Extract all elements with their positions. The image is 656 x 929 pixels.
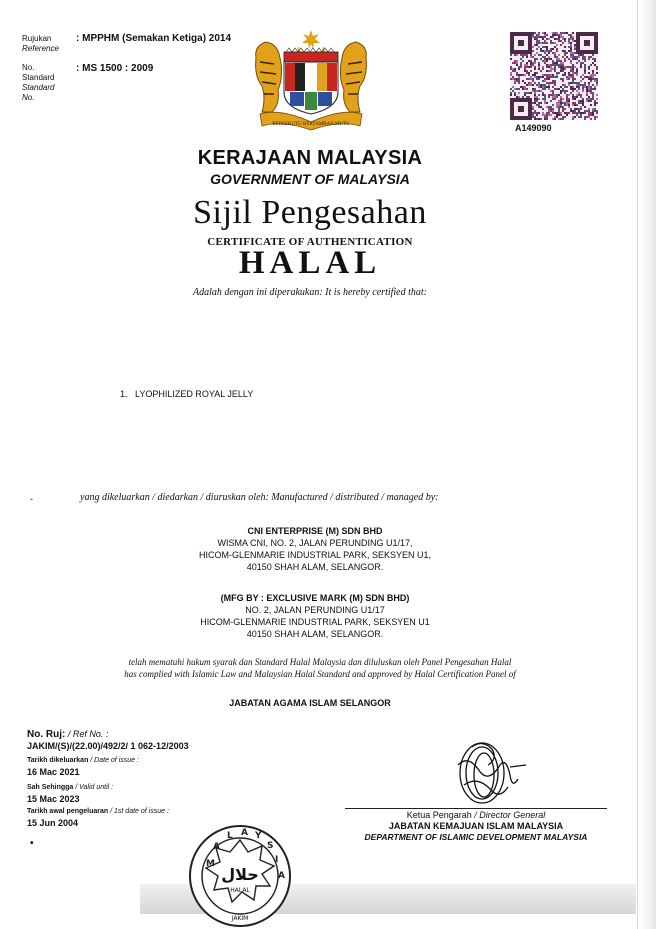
gov-title-en: GOVERNMENT OF MALAYSIA [210, 171, 410, 187]
director-signature [448, 735, 528, 807]
manufacturer-address-line-3: 40150 SHAH ALAM, SELANGOR. [246, 629, 384, 639]
manufacturer-address-line-1: NO. 2, JALAN PERUNDING U1/17 [245, 605, 385, 615]
valid-until-label: Sah Sehingga [27, 784, 74, 791]
qr-code [510, 32, 598, 120]
halal-logo-arabic: حلال [221, 865, 259, 884]
std-label-en: Standard [22, 83, 55, 92]
valid-until-value: 15 Mac 2023 [27, 794, 80, 804]
manufacturer-address-line-2: HICOM-GLENMARIE INDUSTRIAL PARK, SEKSYEN U1 [200, 617, 430, 627]
std-label-block [22, 63, 54, 103]
halal-logo-bottom: JAKIM [231, 915, 249, 922]
gov-title-ms: KERAJAAN MALAYSIA [197, 147, 423, 169]
halal-logo-ring-M: M [206, 859, 215, 869]
halal-logo-ring-A3: A [278, 871, 285, 881]
first-issue-value: 15 Jun 2004 [27, 818, 79, 828]
ref-value: : MPPHM (Semakan Ketiga) 2014 [76, 33, 232, 44]
page-edge-line [637, 0, 638, 929]
signatory-dept-ms: JABATAN KEMAJUAN ISLAM MALAYSIA [388, 821, 564, 831]
signature-line [345, 808, 607, 809]
serial-number: A149090 [515, 123, 552, 133]
company-address-line-3: 40150 SHAH ALAM, SELANGOR. [246, 562, 384, 572]
first-issue-label: Tarikh awal pengeluaran [27, 808, 109, 815]
halal-logo-ring-L: L [227, 831, 233, 841]
issue-date-label: Tarikh dikeluarkan [27, 757, 89, 764]
coat-of-arms-emblem [250, 28, 372, 132]
cert-title-en: CERTIFICATE OF AUTHENTICATION [207, 236, 413, 248]
complied-statement [0, 656, 640, 680]
halal-logo-ring-A2: A [241, 828, 248, 838]
manufacturer-name: (MFG BY : EXCLUSIVE MARK (M) SDN BHD) [220, 593, 410, 603]
halal-logo-ring-Y: Y [255, 831, 262, 841]
halal-title: HALAL [238, 245, 382, 281]
ref-label-block [22, 34, 59, 54]
first-issue-label-en: / 1st date of issue : [108, 808, 169, 815]
halal-logo-ring-S: S [267, 841, 274, 851]
std-value: : MS 1500 : 2009 [76, 63, 154, 74]
issue-date-label-en: / Date of issue : [88, 757, 139, 764]
ref-no-value: JAKIM/(S)/(22.00)/492/2/ 1 062-12/2003 [27, 741, 189, 751]
bullet-dot: • [30, 838, 34, 849]
halal-logo-ring-A1: A [213, 842, 220, 852]
dash-mark: - [30, 494, 33, 504]
signatory-title-ms: Ketua Pengarah [406, 810, 472, 820]
std-label-en-2: No. [22, 93, 35, 102]
std-label-2: Standard [22, 73, 55, 82]
ref-label-en: Reference [22, 44, 59, 53]
certified-line: Adalah dengan ini diperakukan: It is hereby certified that: [192, 287, 428, 298]
ref-label: Rujukan [22, 34, 52, 43]
company-address-line-2: HICOM-GLENMARIE INDUSTRIAL PARK, SEKSYEN U1, [198, 550, 432, 560]
product-item: 1. LYOPHILIZED ROYAL JELLY [120, 389, 254, 399]
complied-statement-en: has complied with Islamic Law and Malaysian Halal Standard and approved by Halal Certification Panel of [124, 669, 516, 679]
company-block [170, 525, 460, 573]
company-address-line-1: WISMA CNI, NO. 2, JALAN PERUNDING U1/17, [217, 538, 413, 548]
halal-logo [186, 822, 294, 928]
issue-date-value: 16 Mac 2021 [27, 767, 80, 777]
company-name: CNI ENTERPRISE (M) SDN BHD [247, 526, 383, 536]
valid-until-label-en: / Valid until : [73, 784, 114, 791]
signatory-title [345, 810, 607, 820]
sijil-title: Sijil Pengesahan [193, 194, 427, 231]
signatory-dept-en: DEPARTMENT OF ISLAMIC DEVELOPMENT MALAYSIA [364, 832, 588, 842]
halal-logo-sub: HALAL [230, 887, 250, 894]
svg-text:BERSEKUTU BERTAMBAH MUTU: BERSEKUTU BERTAMBAH MUTU [272, 122, 350, 127]
product-list [120, 389, 253, 399]
panel-name: JABATAN AGAMA ISLAM SELANGOR [229, 698, 391, 708]
first-issue-row [27, 808, 169, 815]
page-edge-shade [638, 0, 656, 929]
issue-date-row [27, 757, 139, 764]
manufacturer-block [170, 592, 460, 640]
signatory-title-en: / Director General [471, 810, 546, 820]
halal-logo-ring-I: I [275, 855, 279, 865]
valid-until-row [27, 784, 113, 791]
std-label: No. [22, 63, 35, 72]
ref-no-row [27, 729, 108, 740]
complied-statement-ms: telah mematuhi hukum syarak dan Standard Halal Malaysia dan diluluskan oleh Panel Pengesahan Halal [128, 657, 512, 667]
ref-no-label: No. Ruj: [27, 729, 66, 740]
ref-no-label-en: / Ref No. : [65, 729, 109, 739]
manufactured-line: yang dikeluarkan / diedarkan / diuruskan oleh: Manufactured / distributed / managed by: [80, 492, 439, 503]
